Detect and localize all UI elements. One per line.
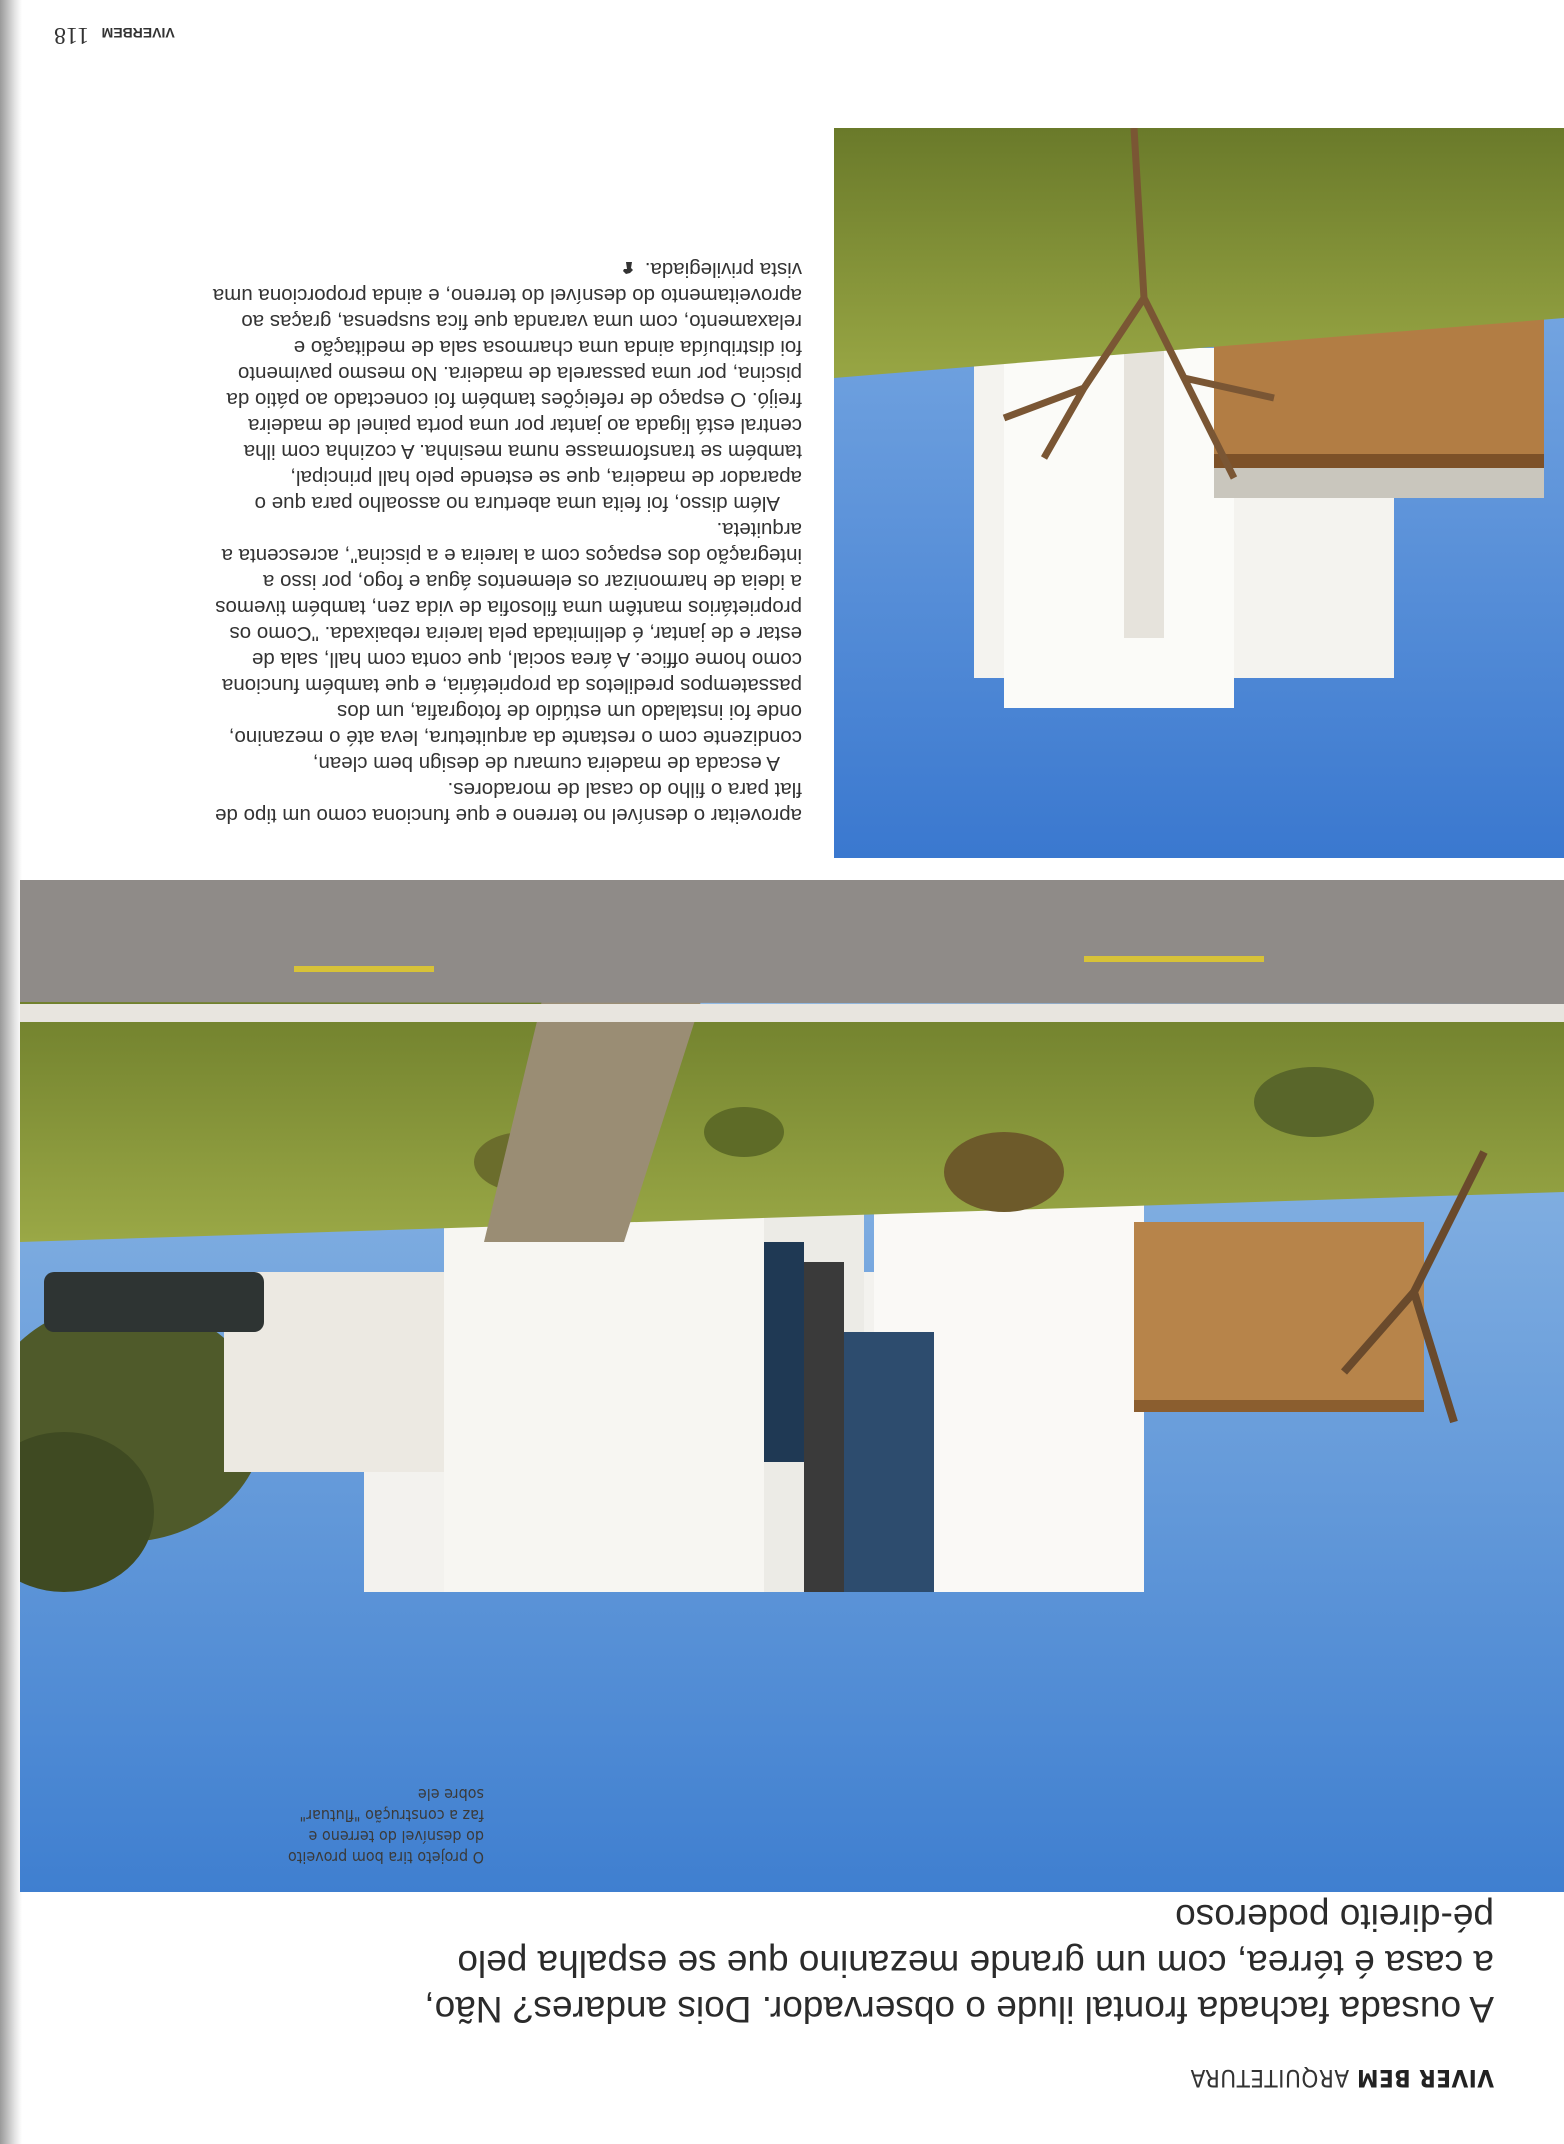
section-tag <box>1190 2064 1494 2092</box>
headline: A ousada fachada frontal ilude o observador. Dois andares? Não, a casa é térrea, com um grande mezanino que se espalha pelo pé-direito poderoso <box>424 1897 1494 2030</box>
article-paragraph: A escada de madeira cumaru de design bem clean, condizente com o restante da arquitetura, leva até o mezanino, onde foi instalado um estúdio de fotografia, um dos passatempos prediletos da proprietária, e que também funciona como home office. A área social, que conta com hall, sala de estar e de jantar, é delimitada pela lareira rebaixada. "Como os proprietários mantêm uma filosofia de vida zen, também tivemos a ideia de harmonizar os elementos água e fogo, por isso a integração dos espaços com a lareira e a piscina", acrescenta a arquiteta. <box>215 518 802 775</box>
horse-head-icon <box>621 261 635 275</box>
section-category: ARQUITETURA <box>1190 2064 1350 2092</box>
article-paragraph-text: Além disso, foi feita uma abertura no assoalho para que o aparador de madeira, que se estende pelo hall principal, também se transformasse numa mesinha. A cozinha com ilha central está ligada ao jantar por uma porta painel de madeira freijó. O espaço de refeições também foi conectado ao pátio da piscina, por uma passarela de madeira. No mesmo pavimento foi distribuída ainda uma charmosa sala de meditação e relaxamento, com uma varanda que fica suspensa, graças ao aproveitamento do desnível do terreno, e ainda proporciona uma vista privilegiada. <box>212 258 802 515</box>
page-number: 118 <box>54 22 90 48</box>
article-body <box>212 256 802 828</box>
facade-photo <box>20 880 1564 1892</box>
facade-photo-art <box>20 880 1564 1892</box>
page-folio <box>54 21 204 48</box>
section-brand: VIVER BEM <box>1356 2064 1494 2092</box>
veranda-photo <box>834 128 1564 858</box>
veranda-photo-art <box>834 128 1564 858</box>
article-paragraph <box>212 256 802 516</box>
folio-magazine: VIVERBEM <box>101 25 175 41</box>
article-paragraph: aproveitar o desnível no terreno e que funciona como um tipo de flat para o filho do casal de moradores. <box>215 778 802 827</box>
photo-caption: O projeto tira bom proveito do desnível do terreno e faz a construção "flutuar" sobre ele <box>287 1785 484 1867</box>
